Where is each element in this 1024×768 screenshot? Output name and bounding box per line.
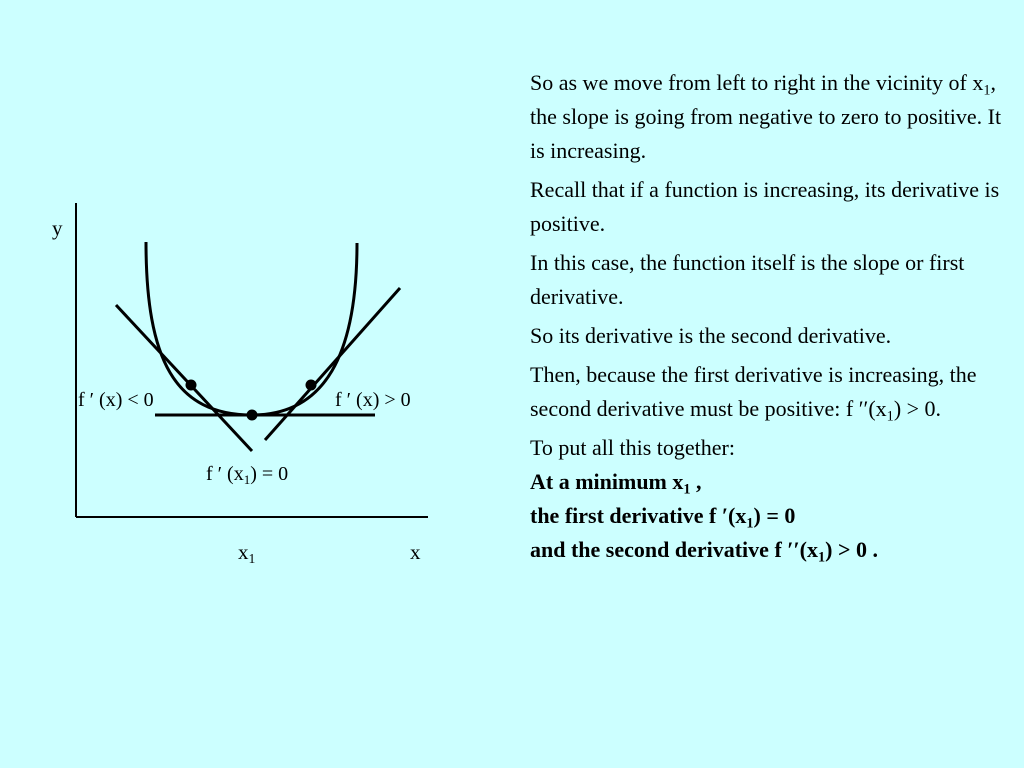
- right-slope-label: f ′ (x) > 0: [335, 389, 411, 411]
- summary-second-derivative: and the second derivative f $''(x_1) > 0$ .: [530, 537, 878, 566]
- paragraph-slope-increasing: So as we move from left to right in the vicinity of $x_1$, the slope is going from negative to zero to positive. It is increasing.: [530, 70, 1002, 163]
- x1-label: $x_1$: [238, 540, 256, 567]
- min-slope-label: f ′ $(x_1) = 0$: [206, 463, 289, 487]
- summary-intro: To put all this together:: [530, 435, 735, 460]
- paragraph-second-derivative-positive: Then, because the first derivative is increasing, the second derivative must be positive: f $''(x_1) > 0$.: [530, 362, 977, 425]
- y-axis-label: y: [52, 216, 63, 240]
- paragraph-recall: Recall that if a function is increasing, its derivative is positive.: [530, 177, 1000, 236]
- x-axis-label: x: [410, 540, 421, 564]
- left-slope-label: f ′ (x) < 0: [78, 389, 154, 411]
- point-minimum: [247, 410, 258, 421]
- paragraph-function-is-slope: In this case, the function itself is the slope or first derivative.: [530, 250, 965, 309]
- tangent-line-left: [116, 305, 252, 451]
- summary-first-derivative: the first derivative f $'(x_1) = 0$: [530, 503, 796, 532]
- point-left: [186, 380, 197, 391]
- explanation-text: [530, 66, 1010, 572]
- parabola-curve: [146, 242, 357, 415]
- summary-minimum: At a minimum $x_1$ ,: [530, 469, 702, 498]
- paragraph-second-derivative: So its derivative is the second derivative.: [530, 323, 892, 348]
- paragraph-summary: [530, 431, 1010, 567]
- tangent-line-right: [265, 288, 400, 440]
- point-right: [306, 380, 317, 391]
